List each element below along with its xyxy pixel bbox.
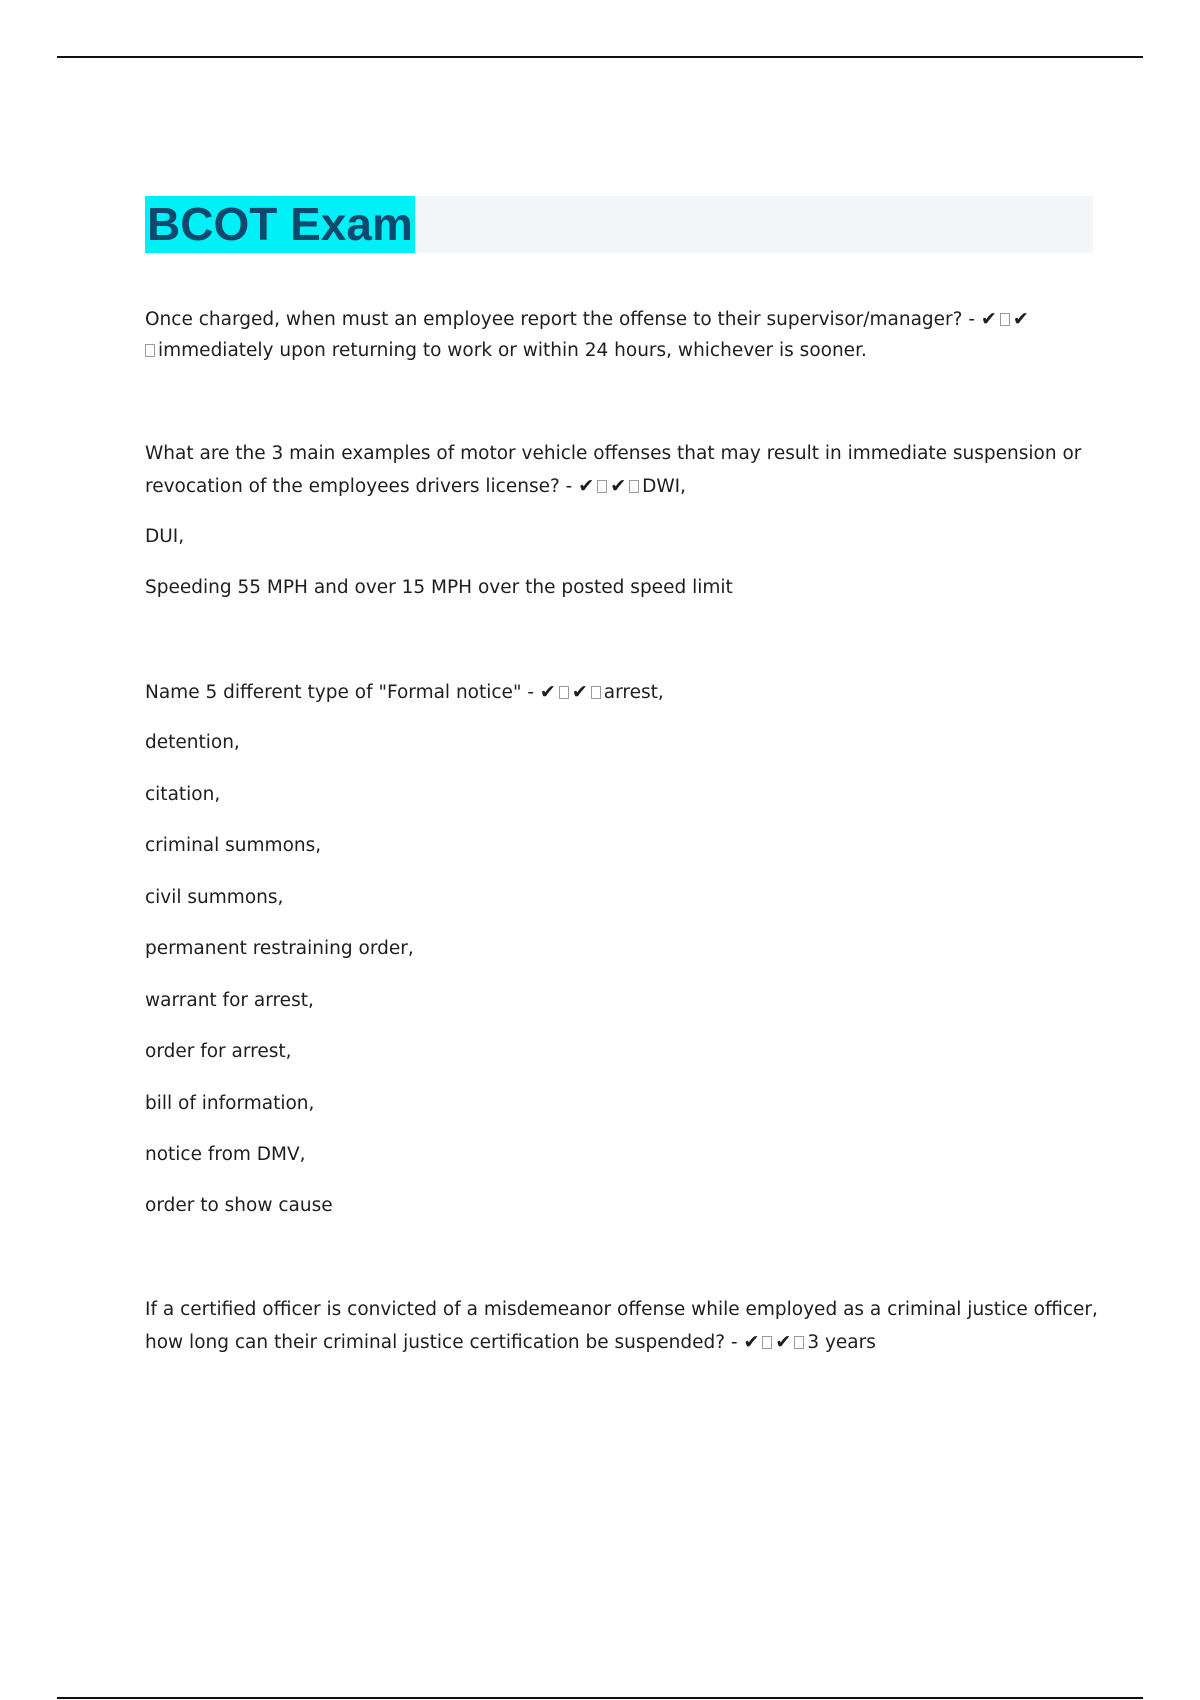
- question-4-line-2: [145, 1326, 1085, 1359]
- answer-2-line: DUI,: [145, 526, 185, 547]
- question-4-text: how long can their criminal justice certification be suspended? -: [145, 1332, 738, 1353]
- answer-1: [145, 335, 1085, 367]
- question-3: [145, 676, 1085, 709]
- check-icon: ✔: [539, 681, 556, 703]
- document-title: BCOT Exam: [145, 196, 415, 253]
- missing-glyph-icon: [597, 480, 607, 493]
- check-icon: ✔: [980, 308, 997, 330]
- missing-glyph-icon: [591, 686, 601, 699]
- answer-2-line: Speeding 55 MPH and over 15 MPH over the posted speed limit: [145, 577, 733, 598]
- answer-3-line: permanent restraining order,: [145, 938, 414, 959]
- missing-glyph-icon: [559, 686, 569, 699]
- missing-glyph-icon: [629, 480, 639, 493]
- missing-glyph-icon: [762, 1336, 772, 1349]
- footer-rule: [57, 1697, 1143, 1699]
- check-icon: ✔: [775, 1331, 792, 1353]
- missing-glyph-icon: [145, 344, 155, 357]
- answer-3-line: order for arrest,: [145, 1041, 292, 1062]
- answer-3-line: notice from DMV,: [145, 1144, 306, 1165]
- header-rule: [57, 56, 1143, 58]
- answer-3-line: bill of information,: [145, 1093, 315, 1114]
- answer-2-first: DWI,: [642, 476, 686, 497]
- missing-glyph-icon: [1000, 313, 1010, 326]
- check-icon: ✔: [610, 475, 627, 497]
- answer-3-line: detention,: [145, 732, 240, 753]
- question-2-line-2: [145, 470, 1085, 503]
- answer-1-text: immediately upon returning to work or within 24 hours, whichever is sooner.: [158, 340, 867, 361]
- question-1-text: Once charged, when must an employee report the offense to their supervisor/manager? -: [145, 309, 976, 330]
- answer-3-line: citation,: [145, 784, 221, 805]
- answer-3-line: civil summons,: [145, 887, 284, 908]
- check-icon: ✔: [571, 681, 588, 703]
- check-icon: ✔: [578, 475, 595, 497]
- answer-3-line: warrant for arrest,: [145, 990, 314, 1011]
- answer-3-first: arrest,: [603, 682, 664, 703]
- check-icon: ✔: [1012, 308, 1029, 330]
- question-2-text: revocation of the employees drivers license? -: [145, 476, 573, 497]
- missing-glyph-icon: [794, 1336, 804, 1349]
- answer-3-line: criminal summons,: [145, 835, 322, 856]
- question-2-line-1: What are the 3 main examples of motor vehicle offenses that may result in immediate suspension or: [145, 443, 1082, 464]
- answer-3-line: order to show cause: [145, 1195, 333, 1216]
- question-4-line-1: If a certified officer is convicted of a misdemeanor offense while employed as a criminal justice officer,: [145, 1299, 1098, 1320]
- question-1: [145, 303, 1085, 336]
- question-3-text: Name 5 different type of "Formal notice" -: [145, 682, 535, 703]
- check-icon: ✔: [743, 1331, 760, 1353]
- answer-4-first: 3 years: [807, 1332, 876, 1353]
